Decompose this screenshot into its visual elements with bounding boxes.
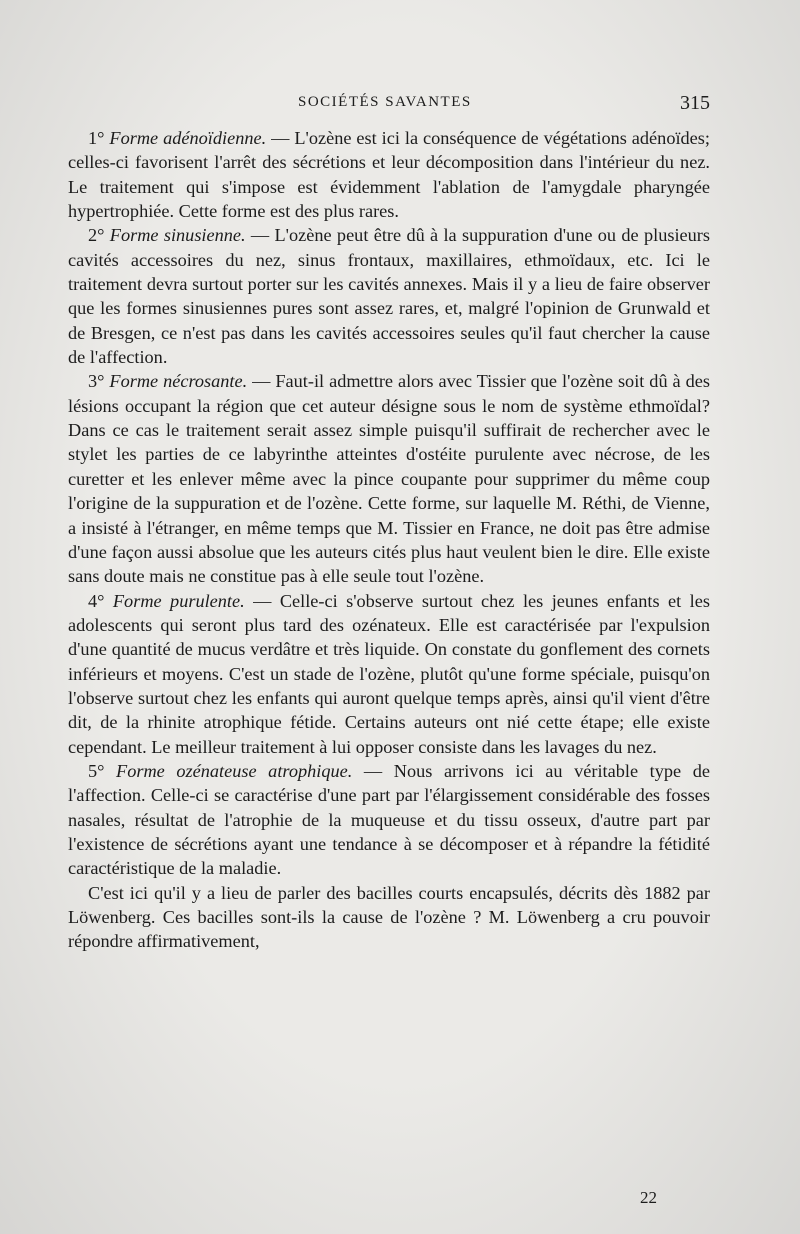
paragraph-title: Forme ozénateuse atrophique.: [116, 760, 353, 781]
running-head: SOCIÉTÉS SAVANTES: [298, 94, 472, 110]
paragraph-number: 1°: [88, 128, 110, 148]
paragraph-forme-sinusienne: [68, 223, 710, 369]
paragraph-title: Forme nécrosante.: [109, 371, 248, 392]
paragraph-text: — Faut-il admettre alors avec Tissier que l'ozène soit dû à des lésions occupant la région que cet auteur désigne sous le nom de système ethmoïdal? Dans ce cas le traitement serait assez simple puisqu'il suffirait de rechercher avec le stylet les parties de ce labyrinthe atteintes d'ostéite purulente avec nécrose, de les curetter et les enlever même avec la pince coupante pour supprimer du même coup l'origine de la suppuration et de l'ozène. Cette forme, sur laquelle M. Réthi, de Vienne, a insisté à l'étranger, en même temps que M. Tissier en France, ne doit pas être admise d'une façon aussi absolue que les auteurs cités plus haut veulent bien le dire. Elle existe sans doute mais ne constitue pas à elle seule tout l'ozène.: [68, 371, 710, 587]
paragraph-text: C'est ici qu'il y a lieu de parler des bacilles courts encapsulés, décrits dès 1882 par Löwenberg. Ces bacilles sont-ils la cause de l'ozène ? M. Löwenberg a cru pouvoir répondre affirmativement,: [68, 882, 710, 952]
page-number: 315: [680, 92, 710, 114]
signature-mark: 22: [640, 1188, 657, 1207]
paragraph-text: — Nous arrivons ici au véritable type de l'affection. Celle-ci se caractérise d'une part par l'élargissement considérable des fosses nasales, résultat de l'atrophie de la muqueuse et du tissu osseux, d'autre part par l'existence de sécrétions ayant une tendance à se décomposer et à répandre la fétidité caractéristique de la maladie.: [68, 760, 710, 879]
paragraph-number: 5°: [88, 760, 117, 781]
paragraph-number: 4°: [88, 590, 113, 611]
paragraph-forme-ozenateuse: [68, 759, 710, 881]
page-header: [68, 92, 710, 120]
paragraph-title: Forme sinusienne.: [109, 225, 246, 246]
paragraph-number: 3°: [88, 371, 110, 392]
paragraph-forme-purulente: [68, 589, 710, 759]
paragraph-title: Forme adénoïdienne.: [109, 128, 267, 148]
paragraph-title: Forme purulente.: [112, 590, 245, 611]
paragraph-bacilles: [68, 881, 710, 954]
paragraph-text: — L'ozène est ici la conséquence de végétations adénoïdes; celles-ci favorisent l'arrêt des sécrétions et leur décomposition dans l'intérieur du nez. Le traitement qui s'impose est évidemment l'ablation de l'amygdale pharyngée hypertrophiée. Cette forme est des plus rares.: [68, 128, 710, 222]
paragraph-number: 2°: [88, 225, 110, 246]
body-text: [68, 126, 710, 954]
paragraph-forme-necrosante: [68, 369, 710, 588]
paragraph-forme-adenoidienne: [68, 126, 710, 223]
paragraph-text: — L'ozène peut être dû à la suppuration d'une ou de plusieurs cavités accessoires du nez, sinus frontaux, maxillaires, ethmoïdaux, etc. Ici le traitement devra surtout porter sur les cavités annexes. Mais il y a lieu de faire observer que les formes sinusiennes pures sont assez rares, et, malgré l'opinion de Grunwald et de Bresgen, ce n'est pas dans les cavités accessoires seules qu'il faut chercher la cause de l'affection.: [68, 225, 710, 368]
paragraph-text: — Celle-ci s'observe surtout chez les jeunes enfants et les adolescents qui seront plus tard des ozénateux. Elle est caractérisée par l'expulsion d'une quantité de mucus verdâtre et très liquide. On constate du gonflement des cornets inférieurs et moyens. C'est un stade de l'ozène, plutôt qu'une forme spéciale, puisqu'on l'observe surtout chez les enfants qui auront quelque temps après, ainsi qu'il vient d'être dit, de la rhinite atrophique fétide. Certains auteurs ont nié cette étape; elle existe cependant. Le meilleur traitement à lui opposer consiste dans les lavages du nez.: [68, 590, 710, 757]
